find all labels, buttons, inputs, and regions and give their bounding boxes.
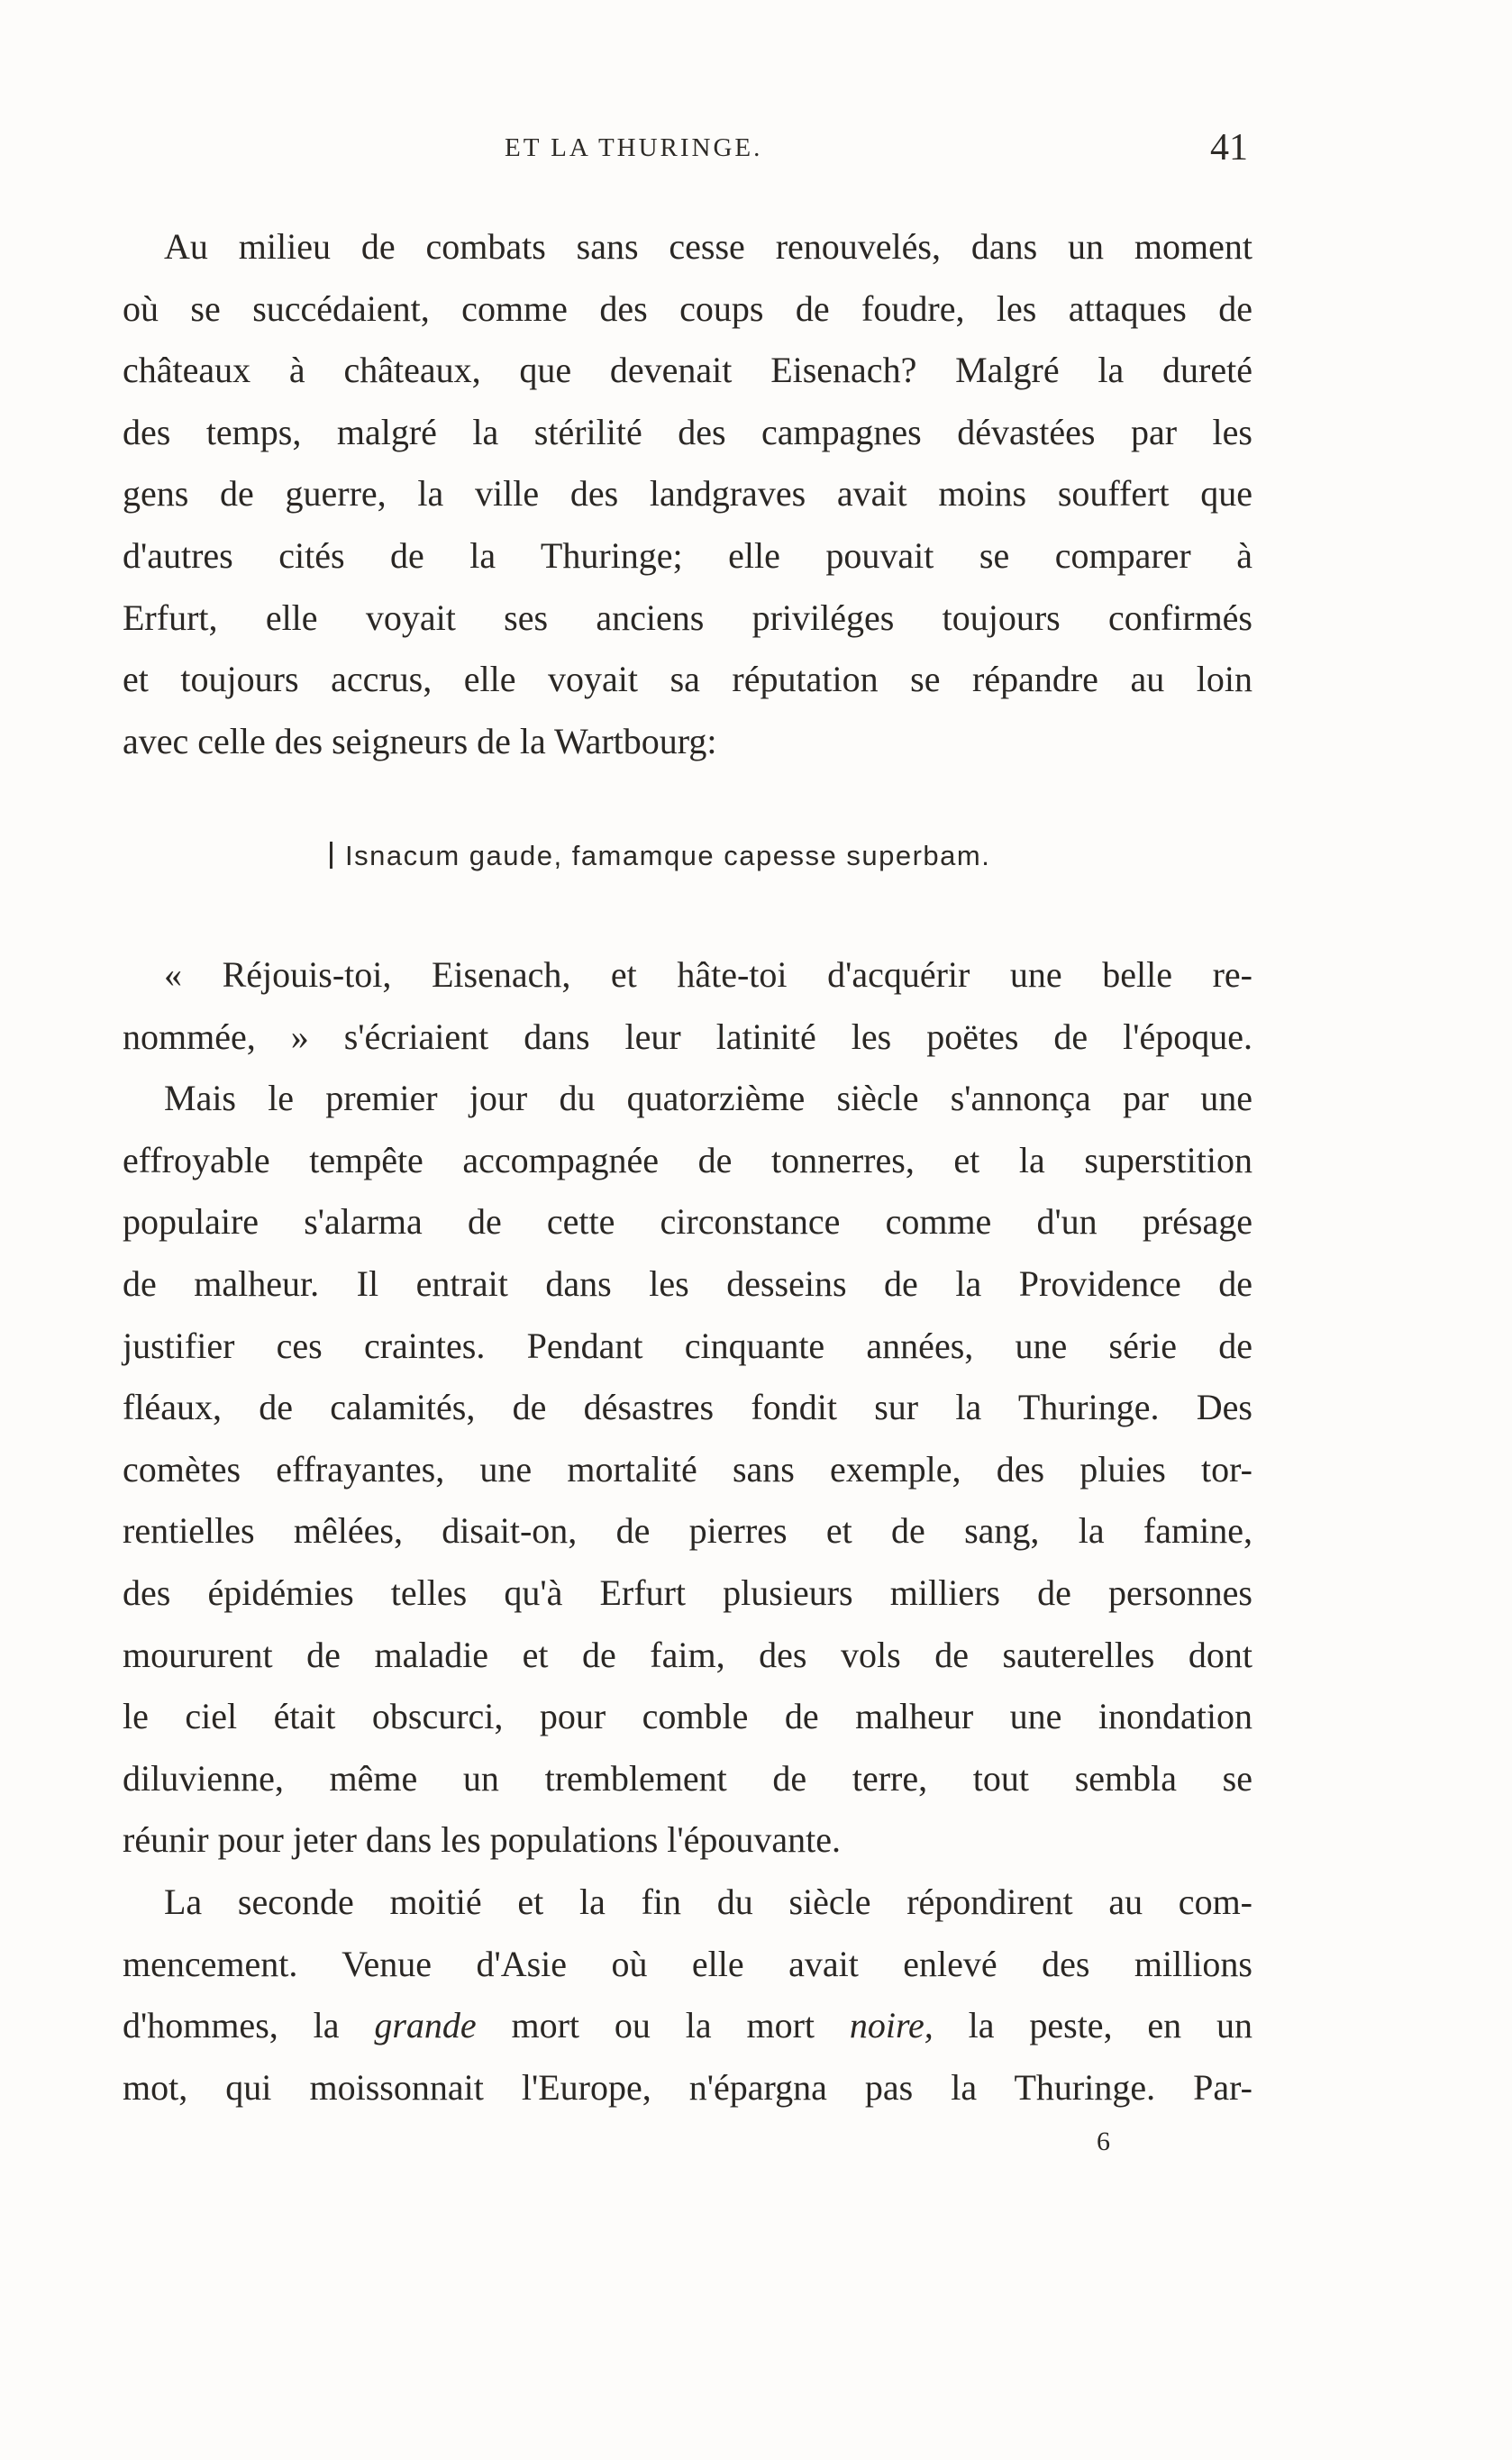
text-line: La seconde moitié et la fin du siècle répondirent au com- <box>164 1881 1252 1922</box>
text-line: où se succédaient, comme des coups de foudre, les attaques de <box>123 287 1252 329</box>
italic-word: grande <box>374 2005 477 2046</box>
running-head: ET LA THURINGE. <box>505 133 763 162</box>
verse-mark <box>330 842 332 869</box>
text-run: d'hommes, la <box>123 2005 375 2046</box>
latin-verse <box>330 840 990 872</box>
text-line: diluvienne, même un tremblement de terre, tout sembla se <box>123 1757 1252 1799</box>
text-line: mencement. Venue d'Asie où elle avait enlevé des millions <box>123 1943 1252 1984</box>
verse-text: Isnacum gaude, famamque capesse superbam. <box>345 840 991 871</box>
signature-mark: 6 <box>1097 2127 1110 2156</box>
text-line: rentielles mêlées, disait-on, de pierres et de sang, la famine, <box>123 1510 1252 1552</box>
text-line: des épidémies telles qu'à Erfurt plusieurs milliers de personnes <box>123 1572 1252 1613</box>
text-line: effroyable tempête accompagnée de tonnerres, et la superstition <box>123 1139 1252 1180</box>
text-line: comètes effrayantes, une mortalité sans exemple, des pluies tor- <box>123 1448 1252 1490</box>
text-line <box>123 1995 1252 2057</box>
italic-word: noire, <box>849 2005 934 2046</box>
page-number: 41 <box>1210 127 1248 169</box>
text-line: Mais le premier jour du quatorzième siècle s'annonça par une <box>164 1078 1252 1119</box>
text-line: et toujours accrus, elle voyait sa réputation se répandre au loin <box>123 659 1252 700</box>
paragraph-1 <box>123 216 1252 772</box>
text-line: châteaux à châteaux, que devenait Eisenach? Malgré la dureté <box>123 350 1252 391</box>
text-run: mort ou la mort <box>476 2005 850 2046</box>
text-run: la peste, en un <box>933 2005 1253 2046</box>
text-line: populaire s'alarma de cette circonstance comme d'un présage <box>123 1201 1252 1243</box>
text-line: des temps, malgré la stérilité des campagnes dévastées par les <box>123 411 1252 452</box>
text-line: nommée, » s'écriaient dans leur latinité les poëtes de l'époque. <box>123 1016 1252 1057</box>
text-line: mot, qui moissonnait l'Europe, n'épargna pas la Thuringe. Par- <box>123 2066 1252 2108</box>
text-line: fléaux, de calamités, de désastres fondit sur la Thuringe. Des <box>123 1387 1252 1428</box>
paragraph-2 <box>123 944 1252 2118</box>
text-line: de malheur. Il entrait dans les desseins de la Providence de <box>123 1262 1252 1304</box>
text-line: moururent de maladie et de faim, des vols de sauterelles dont <box>123 1634 1252 1675</box>
text-line: le ciel était obscurci, pour comble de malheur une inondation <box>123 1696 1252 1737</box>
text-line: avec celle des seigneurs de la Wartbourg: <box>123 720 717 761</box>
text-line: « Réjouis-toi, Eisenach, et hâte-toi d'acquérir une belle re- <box>164 954 1252 995</box>
text-line: Erfurt, elle voyait ses anciens priviléges toujours confirmés <box>123 597 1252 638</box>
text-line: réunir pour jeter dans les populations l'épouvante. <box>123 1819 841 1861</box>
text-line: d'autres cités de la Thuringe; elle pouvait se comparer à <box>123 534 1252 576</box>
text-line: justifier ces craintes. Pendant cinquante années, une série de <box>123 1325 1252 1366</box>
text-line: Au milieu de combats sans cesse renouvelés, dans un moment <box>164 226 1252 267</box>
text-line: gens de guerre, la ville des landgraves avait moins souffert que <box>123 473 1252 515</box>
